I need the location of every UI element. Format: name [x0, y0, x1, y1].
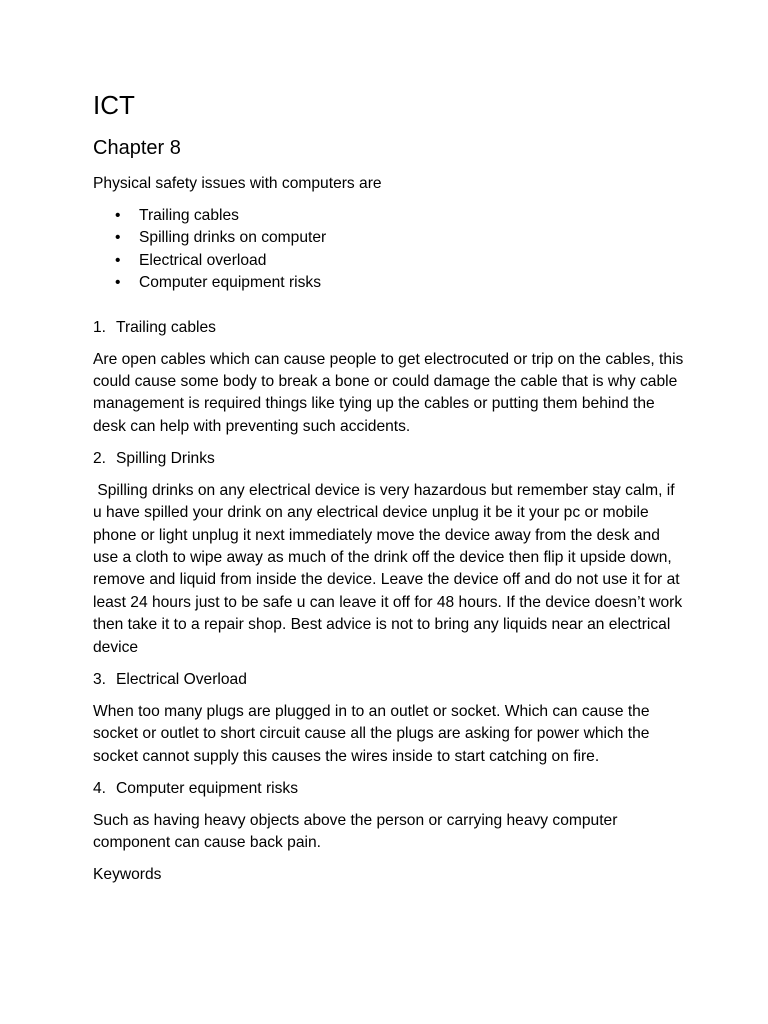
section-heading-text: Electrical Overload	[116, 670, 247, 688]
section-body-trailing-cables: Are open cables which can cause people to get electrocuted or trip on the cables, this could cause some body to break a bone or could damage the cable that is why cable management is required things like tying up the cables or putting them behind the desk can help with preventing such accidents.	[93, 350, 684, 435]
keywords-heading: Keywords	[93, 865, 162, 883]
intro-paragraph: Physical safety issues with computers are	[93, 175, 382, 192]
section-number: 2.	[93, 449, 107, 467]
section-heading-text: Spilling Drinks	[116, 449, 215, 467]
list-item	[93, 205, 685, 227]
section-body-spilling-drinks: Spilling drinks on any electrical device is very hazardous but remember stay calm, if u have spilled your drink on any electrical device unplug it be it your pc or mobile phone or light unplug it next immediately move the device away from the desk and use a cloth to wipe away as much of the drink off the device then flip it upside down, remove and liquid from inside the device. Leave the device off and do not use it for at least 24 hours just to be safe u can leave it off for 48 hours. If the device doesn’t work then take it to a repair shop. Best advice is not to bring any liquids near an electrical device	[93, 481, 687, 656]
list-item	[93, 272, 685, 294]
chapter-heading: Chapter 8	[93, 137, 181, 159]
bullet-icon: •	[115, 251, 121, 269]
list-item	[93, 250, 685, 272]
section-heading-equipment-risks	[93, 778, 685, 800]
document-title: ICT	[93, 90, 135, 120]
section-number: 1.	[93, 318, 107, 336]
list-item-text: Trailing cables	[139, 207, 239, 224]
list-item	[93, 227, 685, 249]
section-heading-trailing-cables	[93, 317, 685, 339]
list-item-text: Spilling drinks on computer	[139, 229, 327, 247]
section-heading-text: Computer equipment risks	[116, 779, 299, 797]
list-item-text: Computer equipment risks	[139, 274, 322, 292]
section-heading-spilling-drinks	[93, 448, 685, 470]
bullet-icon: •	[115, 207, 121, 224]
section-number: 3.	[93, 670, 107, 688]
safety-issues-list	[93, 205, 685, 295]
list-item-text: Electrical overload	[139, 251, 267, 269]
section-body-electrical-overload: When too many plugs are plugged in to an outlet or socket. Which can cause the socket or outlet to short circuit cause all the plugs are asking for power which the socket cannot supply this causes the wires inside to start catching on fire.	[93, 702, 650, 765]
section-number: 4.	[93, 779, 107, 797]
section-heading-text: Trailing cables	[116, 318, 216, 336]
section-body-equipment-risks: Such as having heavy objects above the person or carrying heavy computer component can cause back pain.	[93, 811, 618, 851]
bullet-icon: •	[115, 274, 121, 292]
bullet-icon: •	[115, 229, 121, 247]
section-heading-electrical-overload	[93, 669, 685, 691]
document-body	[93, 173, 685, 896]
